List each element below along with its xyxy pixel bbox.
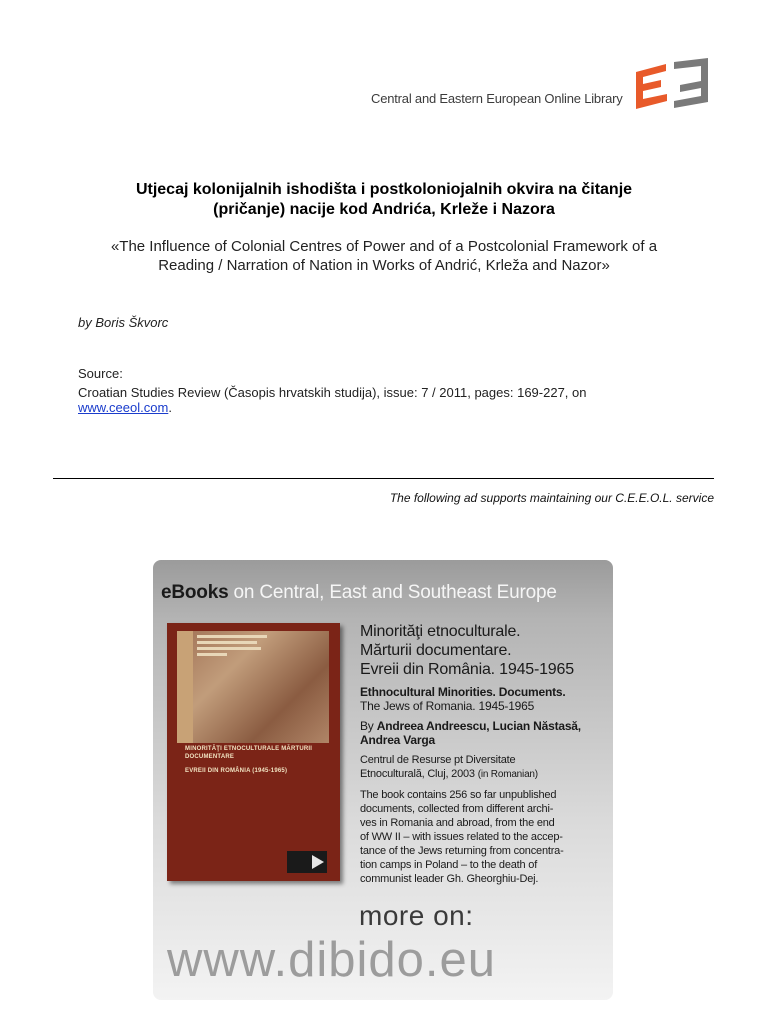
source-text: Croatian Studies Review (Časopis hrvatskih studija), issue: 7 / 2011, pages: 169-227, on bbox=[78, 385, 587, 400]
article-subtitle-line2: Reading / Narration of Nation in Works of Andrić, Krleža and Nazor» bbox=[158, 257, 610, 274]
book-cover-text-line bbox=[197, 635, 267, 638]
author-line: by Boris Škvorc bbox=[78, 315, 169, 330]
ceeol-link[interactable]: www.ceeol.com bbox=[78, 400, 169, 415]
dibido-ad-banner[interactable] bbox=[153, 560, 613, 1000]
ad-headline-rest: on Central, East and Southeast Europe bbox=[228, 582, 557, 603]
book-cover-subtitle: EVREII DIN ROMÂNIA (1945-1965) bbox=[185, 768, 288, 774]
article-title bbox=[80, 180, 688, 220]
description-line: communist leader Gh. Gheorghiu-Dej. bbox=[360, 873, 539, 885]
dibido-url[interactable]: www.dibido.eu bbox=[167, 933, 496, 987]
publisher-line2 bbox=[360, 767, 610, 782]
publisher-place: Etnoculturală, Cluj, 2003 bbox=[360, 768, 475, 780]
ad-note: The following ad supports maintaining our C.E.E.O.L. service bbox=[389, 491, 714, 505]
book-title-ro-2: Mărturii documentare. bbox=[360, 642, 512, 659]
source-label: Source: bbox=[78, 366, 123, 381]
book-authors bbox=[360, 719, 610, 747]
book-cover-text-line bbox=[197, 653, 227, 656]
publisher-language: (in Romanian) bbox=[477, 769, 538, 780]
description-line: tion camps in Poland – to the death of bbox=[360, 859, 538, 871]
book-title-ro-3: Evreii din România. 1945-1965 bbox=[360, 661, 574, 678]
book-cover bbox=[167, 623, 340, 881]
article-subtitle-line1: «The Influence of Colonial Centres of Power and of a Postcolonial Framework of a bbox=[110, 238, 658, 255]
source-citation bbox=[78, 385, 698, 415]
ceeol-logo-icon bbox=[630, 58, 712, 114]
book-description bbox=[360, 788, 610, 886]
publisher-line1: Centrul de Resurse pt Diversitate bbox=[360, 754, 516, 766]
article-subtitle bbox=[60, 237, 708, 275]
ad-headline-ebooks: eBooks bbox=[161, 582, 229, 603]
description-line: of WW II – with issues related to the accep- bbox=[360, 831, 563, 843]
description-line: ves in Romania and abroad, from the end bbox=[360, 817, 555, 829]
source-end: . bbox=[168, 400, 172, 415]
author-names: Andreea Andreescu, Lucian Năstasă, Andrea Varga bbox=[360, 719, 581, 747]
article-title-line2: (pričanje) nacije kod Andrića, Krleže i Nazora bbox=[213, 201, 555, 218]
description-line: tance of the Jews returning from concentra- bbox=[360, 845, 564, 857]
book-cover-strip bbox=[177, 631, 193, 743]
book-cover-title: MINORITĂŢI ETNOCULTURALE MĂRTURII DOCUMENTARE bbox=[185, 746, 313, 760]
play-arrow-icon bbox=[312, 855, 324, 869]
ad-headline bbox=[161, 582, 557, 604]
more-on-label: more on: bbox=[359, 900, 474, 931]
description-line: documents, collected from different archi- bbox=[360, 803, 554, 815]
divider bbox=[53, 478, 714, 479]
book-cover-text-line bbox=[197, 647, 261, 650]
book-details bbox=[360, 622, 610, 886]
book-cover-text-line bbox=[197, 641, 257, 644]
book-title-en-2: The Jews of Romania. 1945-1965 bbox=[360, 699, 535, 713]
description-line: The book contains 256 so far unpublished bbox=[360, 789, 557, 801]
by-prefix: By bbox=[360, 719, 374, 733]
book-title-ro-1: Minorităţi etnoculturale. bbox=[360, 623, 521, 640]
library-name: Central and Eastern European Online Library bbox=[371, 91, 623, 106]
article-title-line1: Utjecaj kolonijalnih ishodišta i postkoloniojalnih okvira na čitanje bbox=[135, 181, 633, 198]
book-title-en-1: Ethnocultural Minorities. Documents. bbox=[360, 685, 566, 699]
